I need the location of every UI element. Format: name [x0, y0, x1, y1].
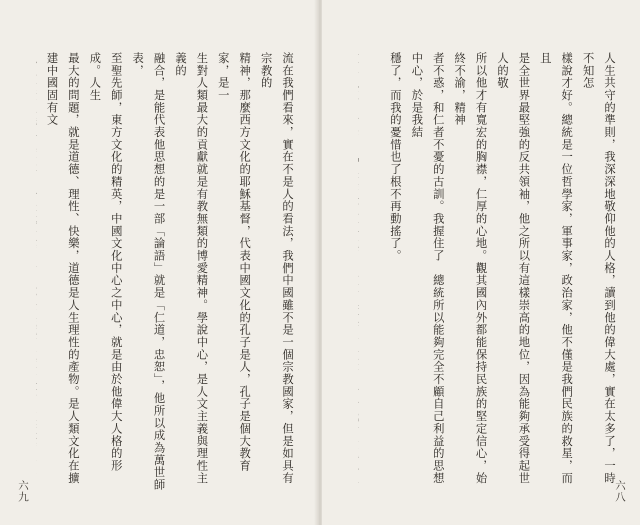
left-page — [0, 0, 318, 525]
left-page-number: 六九 — [17, 480, 29, 503]
right-page — [322, 0, 640, 525]
right-page-number: 六八 — [614, 480, 626, 503]
right-page-text: 人生共守的準則，我深深地敬仰他的人格，讀到他的偉大處，實在太多了，一時不知怎 樣說才好。總統是一位哲學家，軍事家，政治家，他不僅是我們民族的救星，而且 是全世界最堅強的反共領袖，他之所以有這樣崇高的地位，因為能夠承受得起世人的敬 所以他才有寬宏的胸襟，仁厚的心地。觀其國內外都能保持民族的堅定信心，始終不渝，精神 者不惑，和仁者不憂的古訓。我握住了 總統所以能夠完全不顧自己利益的思想中心，於是我結 穩了，而我的憂惜也了根不再動搖了。 — [388, 52, 616, 485]
left-page-text: 流在我們看來，實在不是人的看法，我們中國雖不是一個宗教國家，但是如具有宗教的 精神，那麼西方文化的耶穌基督，代表中國文化的孔子是人，孔子是個大教育家，是一 生對人類最大的貢獻就是有教無類的博愛精神。學說中心，是人文主義與理性主義的 融合，是能代表他思想的是一部「論語」就是「仁道，忠恕」，他所以成為萬世師表， 至聖先師，東方文化的精英，中國文化中心之中心，就是由於他偉大人格的形成。人生 最大的問題，就是道德、理性、快樂，道德是人生理性的產物。是人類文化在擴建中國固有文 — [45, 52, 294, 491]
